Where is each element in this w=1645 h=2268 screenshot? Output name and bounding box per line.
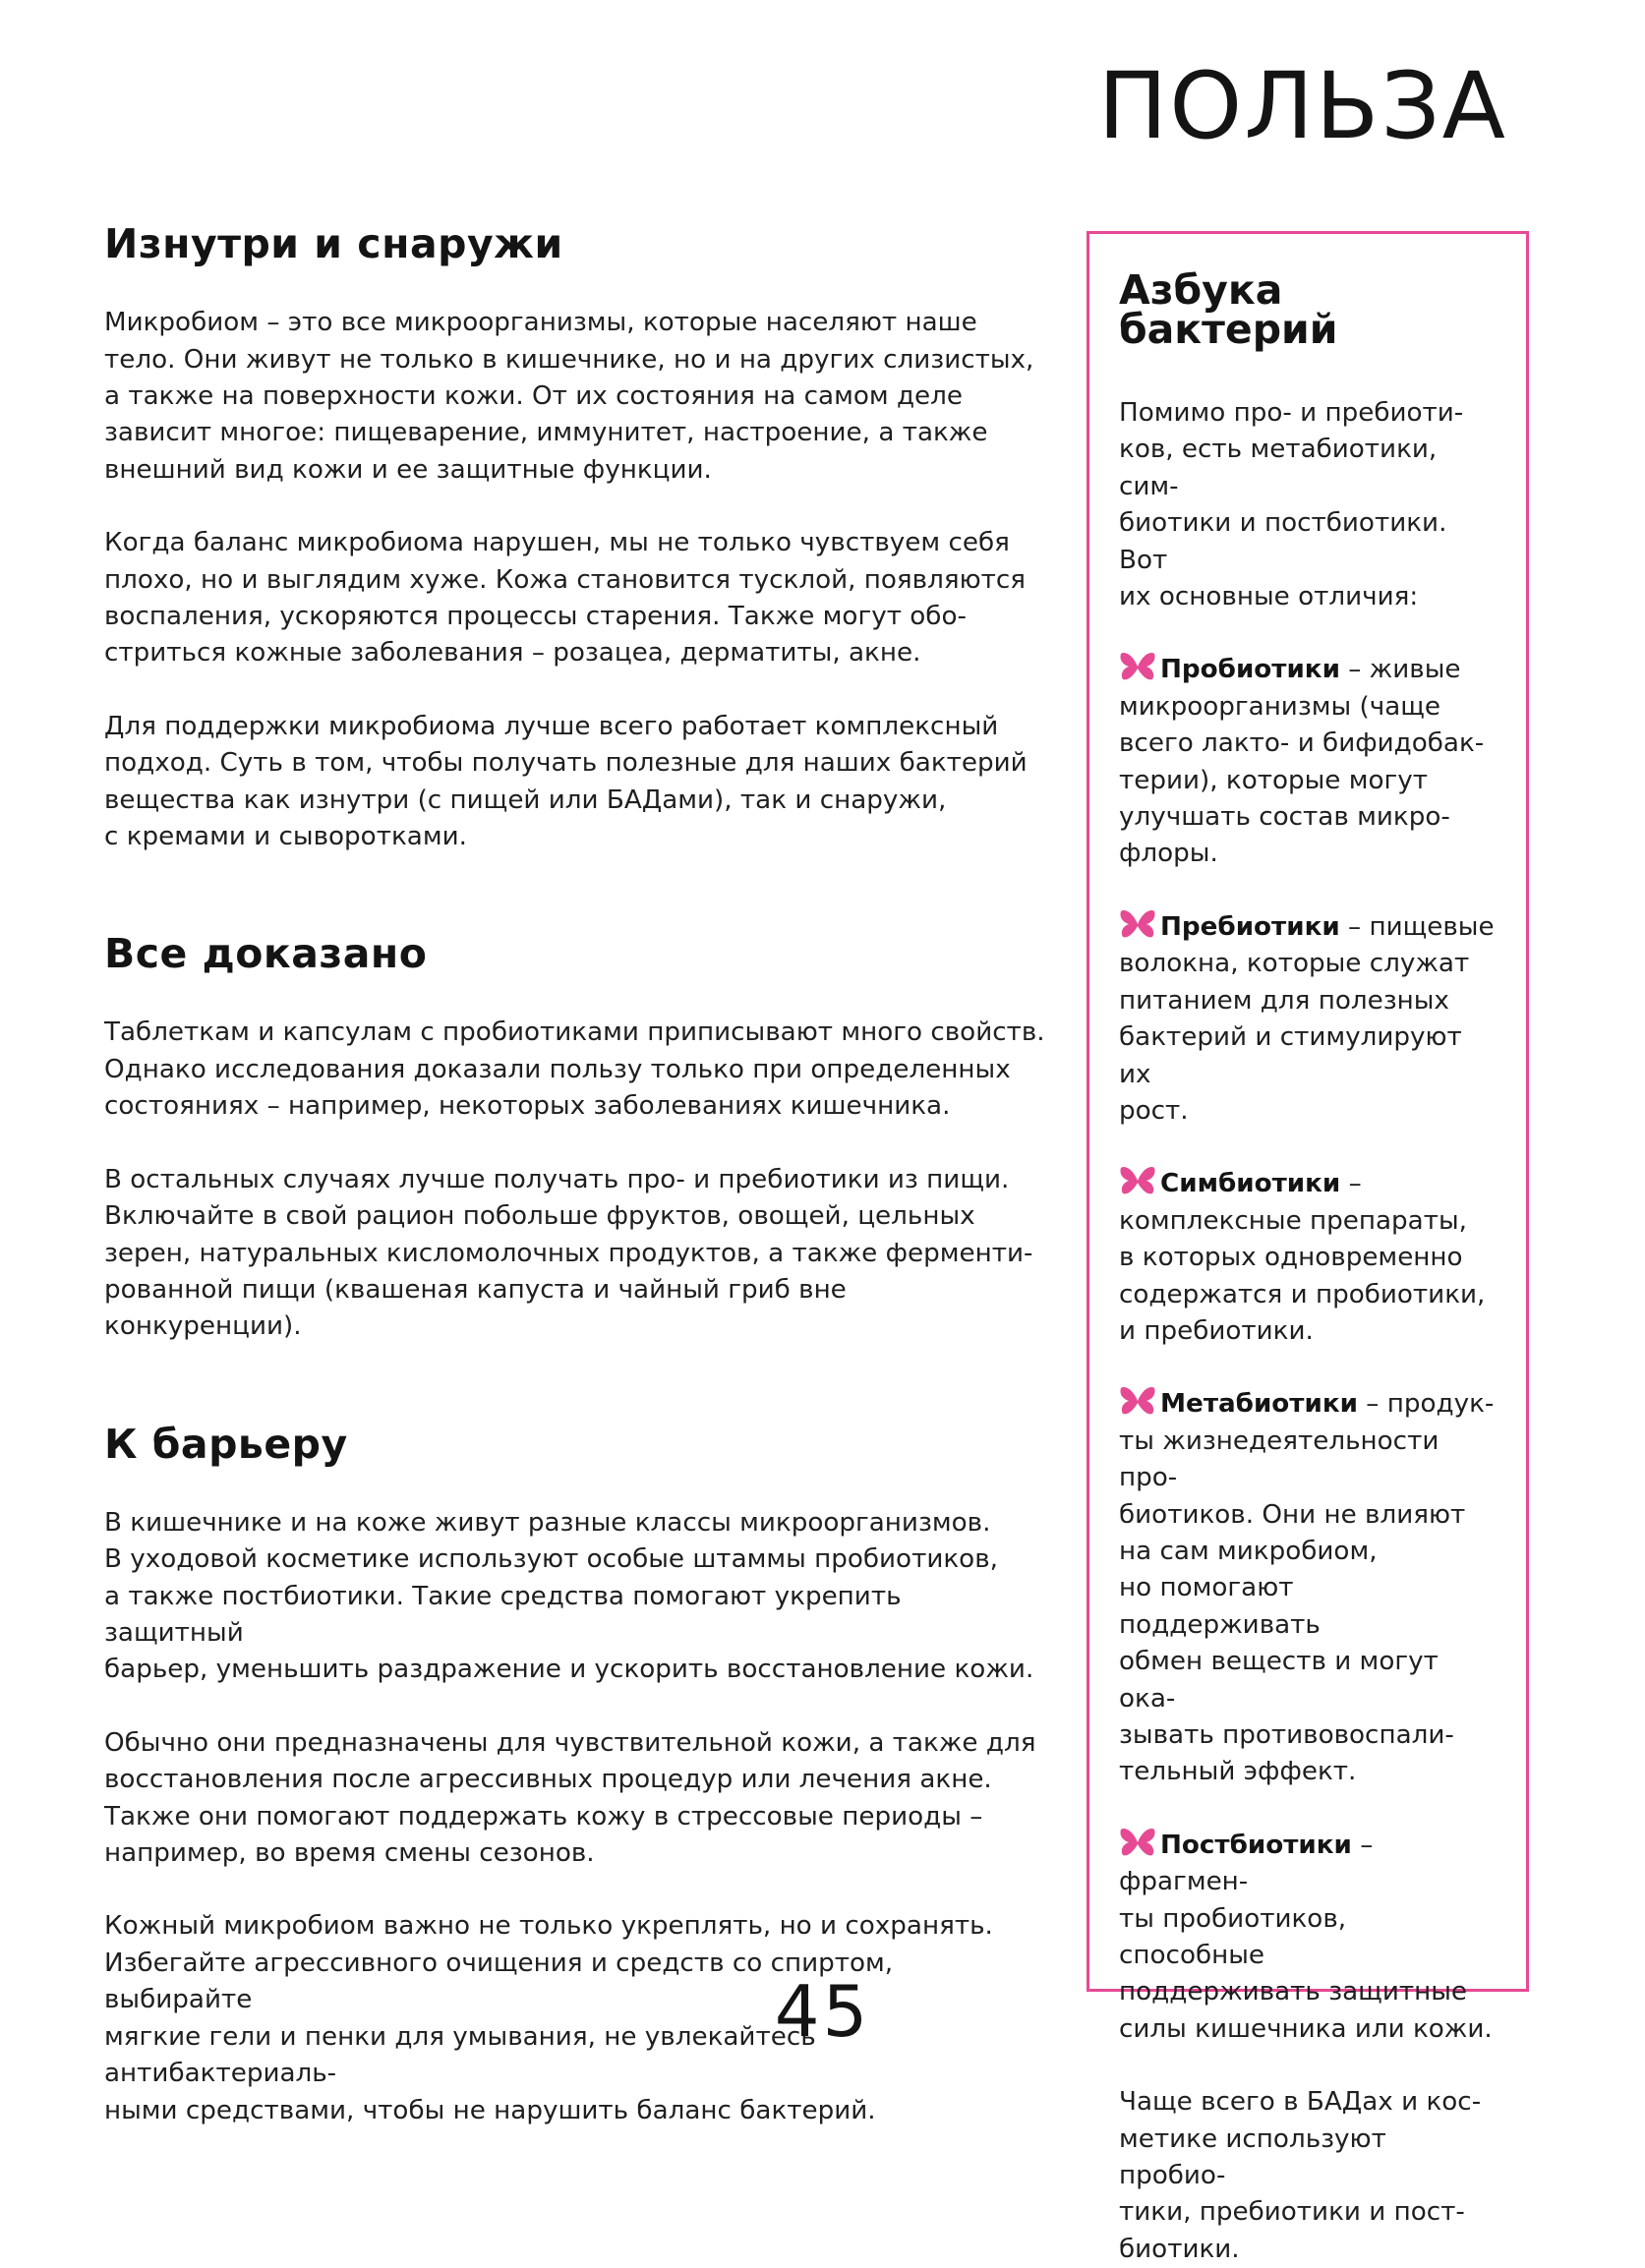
term-prebiotics <box>1119 909 1498 1130</box>
paragraph: Таблеткам и капсулам с пробиотиками приписывают много свойств. Однако исследования доказали пользу только при определенных состояниях – например, некоторых заболеваниях кишечника. <box>104 1018 1045 1122</box>
term-name: Метабиотики <box>1160 1389 1358 1420</box>
term-description: – комплексные препараты, в которых одновременно содержатся и пробиотики, и пребиотики. <box>1119 1169 1486 1346</box>
paragraph: Когда баланс микробиома нарушен, мы не только чувствуем себя плохо, но и выглядим хуже. Кожа становится тусклой, появляются воспаления, ускоряются процессы старения. Также могут обо- стриться кожные заболевания – розацеа, дерматиты, акне. <box>104 528 1027 669</box>
paragraph: В остальных случаях лучше получать про- и пребиотики из пищи. Включайте в свой рацион побольше фруктов, овощей, цельных зерен, натуральных кисломолочных продуктов, а также ферменти- рованной пищи (квашеная капуста и чайный гриб вне конкуренции). <box>104 1164 1033 1342</box>
sidebar-title: Азбука бактерий <box>1119 266 1338 353</box>
section-heading: Изнутри и снаружи <box>104 220 563 267</box>
butterfly-icon <box>1119 652 1156 681</box>
term-description: – фрагмен- ты пробиотиков, способные поддерживать защитные силы кишечника или кожи. <box>1119 1830 1493 2044</box>
section-all-proven <box>104 932 1048 1345</box>
term-metabiotics <box>1119 1386 1498 1790</box>
main-column <box>104 222 1048 2206</box>
term-description: – продук- ты жизнедеятельности про- биотиков. Они не влияют на сам микробиом, но помогают поддерживать обмен веществ и могут ока- зывать противовоспали- тельный эффект. <box>1119 1389 1495 1787</box>
paragraph: Обычно они предназначены для чувствительной кожи, а также для восстановления после агрессивных процедур или лечения акне. Также они помогают поддержать кожу в стрессовые периоды – например, во время смены сезонов. <box>104 1727 1036 1869</box>
page-number: 45 <box>774 1970 871 2053</box>
section-inside-outside <box>104 222 1048 855</box>
paragraph: Для поддержки микробиома лучше всего работает комплексный подход. Суть в том, чтобы получать полезные для наших бактерий вещества как изнутри (с пищей или БАДами), так и снаружи, с кремами и сыворотками. <box>104 711 1028 851</box>
paragraph: Кожный микробиом важно не только укреплять, но и сохранять. Избегайте агрессивного очищения и средств со спиртом, выбирайте мягкие гели и пенки для умывания, не увлекайтесь антибактериаль- ными средствами, чтобы не нарушить баланс бактерий. <box>104 1911 993 2125</box>
term-name: Постбиотики <box>1160 1830 1352 1860</box>
term-name: Симбиотики <box>1160 1169 1341 1199</box>
butterfly-icon <box>1119 909 1156 939</box>
sidebar-intro: Помимо про- и пребиоти- ков, есть метабиотики, сим- биотики и постбиотики. Вот их основные отличия: <box>1119 398 1464 612</box>
butterfly-icon <box>1119 1828 1156 1857</box>
paragraph: Микробиом – это все микроорганизмы, которые населяют наше тело. Они живут не только в кишечнике, но и на других слизистых, а также на поверхности кожи. От их состояния на самом деле зависит многое: пищеварение, иммунитет, настроение, а также внешний вид кожи и ее защитные функции. <box>104 308 1034 485</box>
section-heading: Все доказано <box>104 930 428 978</box>
butterfly-icon <box>1119 1166 1156 1195</box>
sidebar-box <box>1087 231 1529 2264</box>
paragraph: В кишечнике и на коже живут разные классы микроорганизмов. В уходовой косметике используют особые штаммы пробиотиков, а также постбиотики. Такие средства помогают укрепить защитный барьер, уменьшить раздражение и ускорить восстановление кожи. <box>104 1507 1034 1685</box>
term-name: Пребиотики <box>1160 911 1340 942</box>
butterfly-icon <box>1119 1386 1156 1416</box>
term-probiotics <box>1119 652 1498 872</box>
term-symbiotics <box>1119 1166 1498 1350</box>
term-description: – живые микроорганизмы (чаще всего лакто- и бифидобак- терии), которые могут улучшать состав микро- флоры. <box>1119 655 1485 869</box>
term-description: – пищевые волокна, которые служат питанием для полезных бактерий и стимулируют их рост. <box>1119 911 1495 1126</box>
sidebar-outro: Чаще всего в БАДах и кос- метике используют пробио- тики, пребиотики и пост- биотики. <box>1119 2087 1482 2264</box>
section-title: ПОЛЬЗА <box>1097 53 1507 160</box>
section-heading: К барьеру <box>104 1420 348 1468</box>
term-name: Пробиотики <box>1160 655 1340 685</box>
